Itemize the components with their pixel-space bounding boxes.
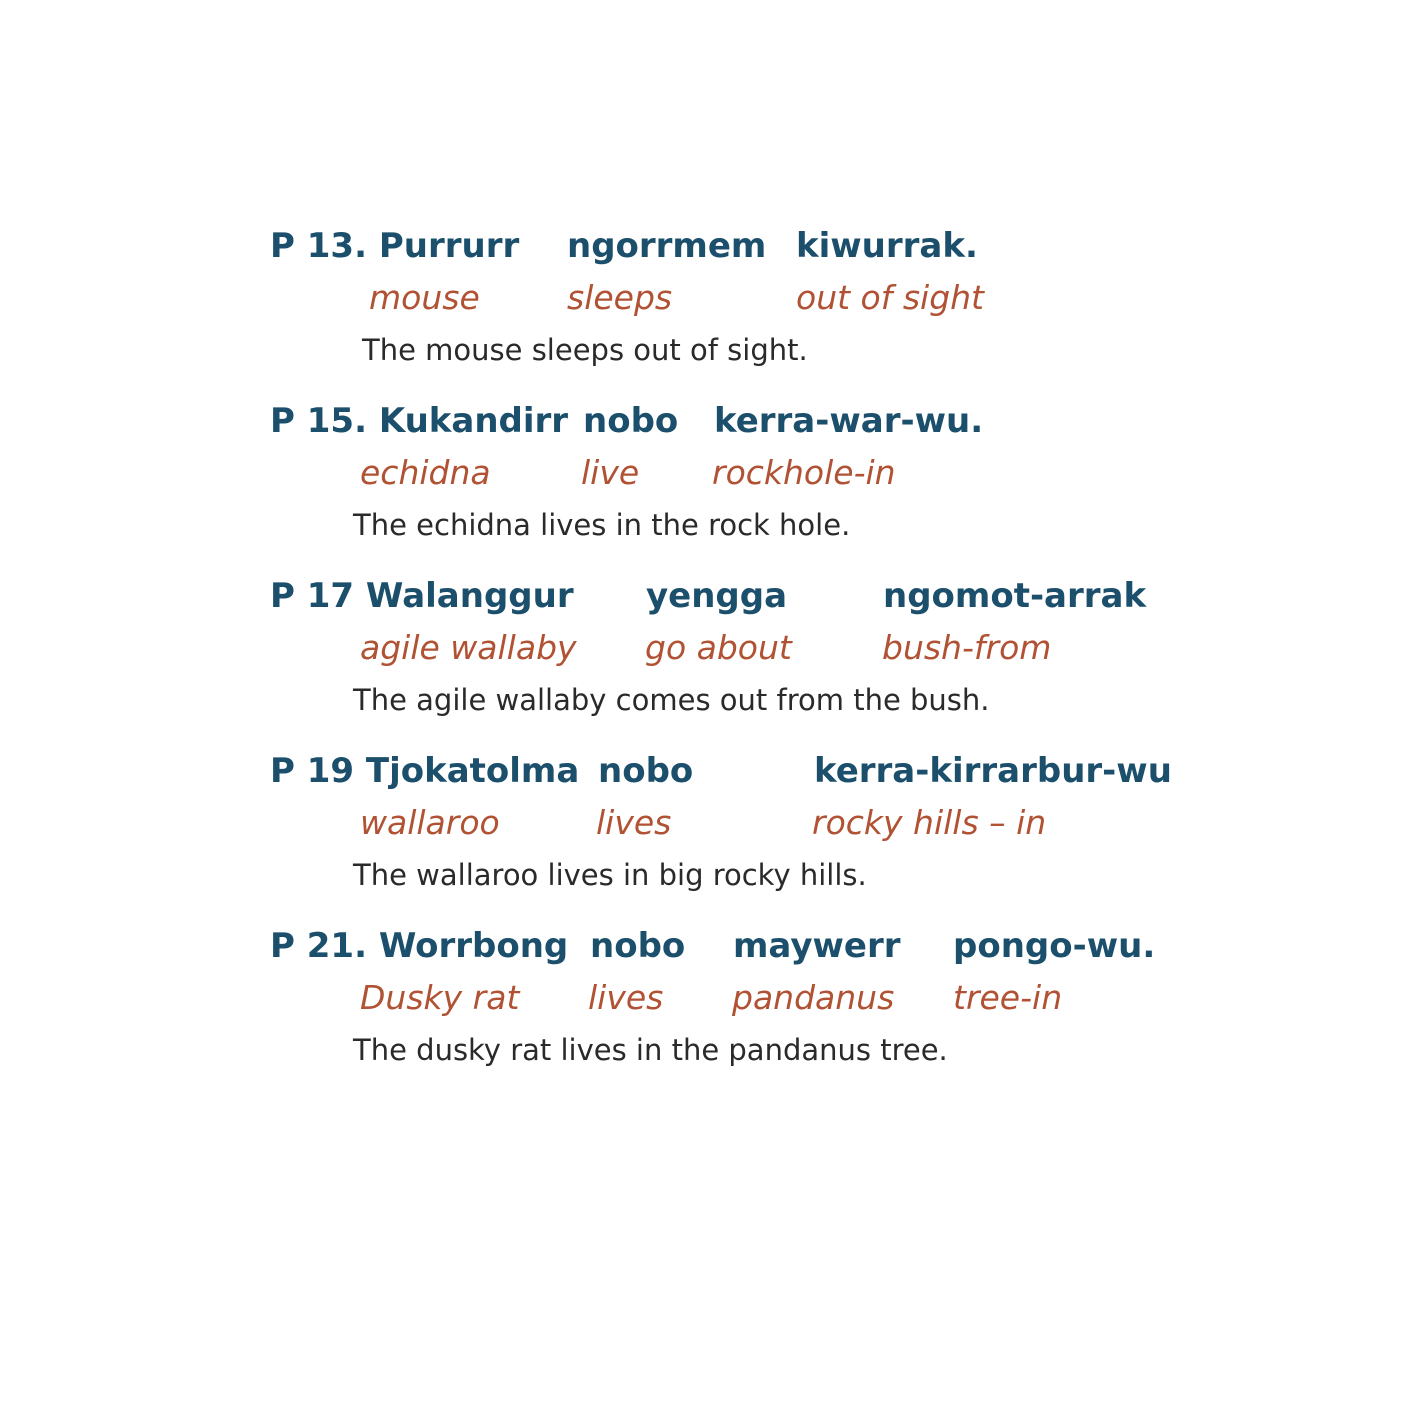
language-word: P 13. Purrurr (270, 226, 520, 266)
language-word: P 21. Worrbong (270, 926, 569, 966)
gloss-word: pandanus (732, 978, 895, 1017)
language-word: kerra-war-wu. (714, 401, 984, 441)
gloss-line (0, 801, 1410, 845)
translation-text: The agile wallaby comes out from the bush. (353, 683, 990, 717)
translation-line (0, 1028, 1410, 1072)
translation-line (0, 678, 1410, 722)
gloss-word: echidna (360, 453, 491, 492)
language-word: kiwurrak. (796, 226, 978, 266)
language-line (0, 574, 1410, 618)
gloss-word: rocky hills – in (812, 803, 1047, 842)
language-word: P 19 Tjokatolma (270, 751, 580, 791)
translation-text: The dusky rat lives in the pandanus tree. (353, 1033, 948, 1067)
gloss-line (0, 276, 1410, 320)
language-word: kerra-kirrarbur-wu (814, 751, 1172, 791)
language-line (0, 399, 1410, 443)
gloss-word: Dusky rat (360, 978, 520, 1017)
gloss-word: lives (588, 978, 664, 1017)
gloss-line (0, 626, 1410, 670)
translation-line (0, 503, 1410, 547)
gloss-word: sleeps (567, 278, 673, 317)
language-word: ngomot-arrak (883, 576, 1147, 616)
language-word: pongo-wu. (953, 926, 1156, 966)
gloss-word: agile wallaby (360, 628, 577, 667)
language-word: nobo (590, 926, 686, 966)
gloss-word: bush-from (882, 628, 1052, 667)
gloss-word: out of sight (796, 278, 984, 317)
language-word: nobo (598, 751, 694, 791)
language-line (0, 749, 1410, 793)
language-word: yengga (646, 576, 788, 616)
language-word: nobo (583, 401, 679, 441)
translation-text: The mouse sleeps out of sight. (362, 333, 808, 367)
language-word: maywerr (733, 926, 901, 966)
gloss-word: wallaroo (360, 803, 500, 842)
translation-text: The echidna lives in the rock hole. (353, 508, 851, 542)
language-line (0, 224, 1410, 268)
translation-line (0, 853, 1410, 897)
translation-text: The wallaroo lives in big rocky hills. (353, 858, 867, 892)
gloss-word: lives (596, 803, 672, 842)
gloss-word: mouse (369, 278, 480, 317)
gloss-word: live (581, 453, 640, 492)
language-word: ngorrmem (567, 226, 767, 266)
gloss-word: rockhole-in (712, 453, 896, 492)
language-line (0, 924, 1410, 968)
gloss-word: tree-in (953, 978, 1063, 1017)
translation-line (0, 328, 1410, 372)
language-word: P 15. Kukandirr (270, 401, 569, 441)
gloss-word: go about (645, 628, 792, 667)
gloss-line (0, 451, 1410, 495)
language-word: P 17 Walanggur (270, 576, 574, 616)
gloss-line (0, 976, 1410, 1020)
